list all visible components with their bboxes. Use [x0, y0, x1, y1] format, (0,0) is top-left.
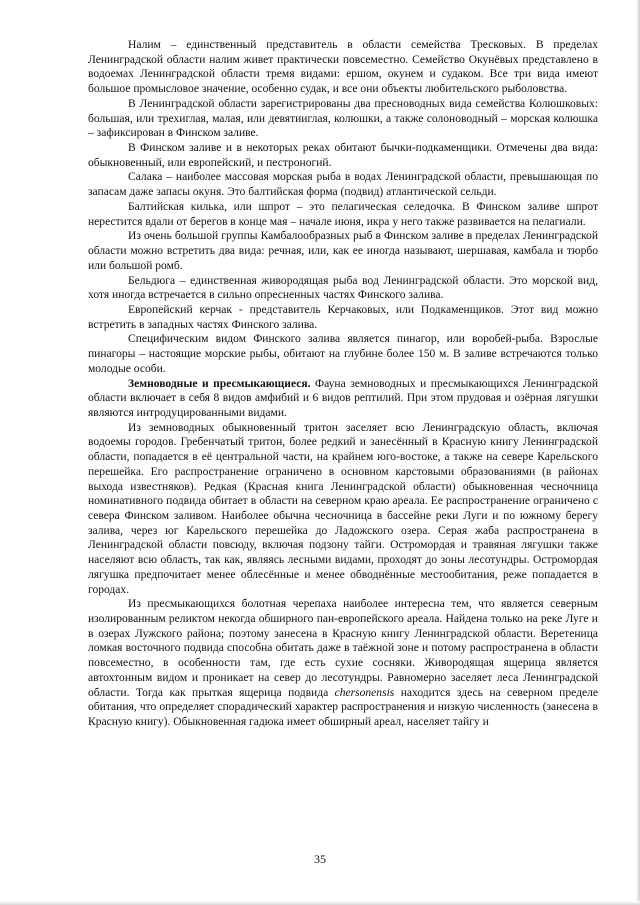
reptiles-text-after: находится здесь на северном пределе обитания, что определяет спорадический характер распространения и низкую численность (занесена в Красную книгу). Обыкновенная гадюка имеет обширный ареал, населяет тайгу и — [88, 686, 598, 729]
paragraph-reptiles — [88, 597, 598, 729]
paragraph-herring: Салака – наиболее массовая морская рыба в водах Ленинградской области, превышающая по запасам даже запасы окуня. Это балтийская форма (подвид) атлантической сельди. — [88, 171, 598, 199]
paragraph-sculpins: В Финском заливе и в некоторых реках обитают бычки-подкаменщики. Отмечены два вида: обыкновенный, или европейский, и пестроногий. — [88, 142, 598, 169]
body-text — [88, 38, 598, 730]
section-heading: Земноводные и пресмыкающиеся. — [128, 377, 311, 390]
subspecies-name: chersonensis — [334, 686, 395, 699]
paragraph-burbot-perch: Налим – единственный представитель в области семейства Тресковых. В пределах Ленинградской области налим живет практически повсеместно. Семейство Окунёвых представлено в водоемах Ленинградской области тремя видами: ершом, окунем и судаком. Все три вида имеют большое промысловое значение, особенно судак, и все они объекты любительского рыболовства. — [88, 39, 598, 96]
paragraph-lumpsucker: Специфическим видом Финского залива является пинагор, или воробей-рыба. Взрослые пинагоры – настоящие морские рыбы, обитают на глубине более 150 м. В заливе встречаются только молодые особи. — [88, 333, 598, 375]
paragraph-bullrout: Европейский керчак - представитель Керчаковых, или Подкаменщиков. Этот вид можно встретить в западных частях Финского залива. — [88, 303, 598, 331]
scan-edge-shadow — [636, 0, 640, 905]
section-intro-text: Фауна земноводных и пресмыкающихся Ленинградской области включает в себя 8 видов амфибий и 6 видов рептилий. При этом прудовая и озёрная лягушки являются интродуцированными видами. — [88, 377, 599, 419]
page-number: 35 — [314, 852, 326, 866]
paragraph-flatfish: Из очень большой группы Камбалообразных рыб в Финском заливе в пределах Ленинградской области можно встретить два вида: речная, или, как ее иногда называют, шершавая, камбала и тюрбо или большой ромб. — [88, 230, 598, 272]
paragraph-amphibians-detail: Из земноводных обыкновенный тритон заселяет всю Ленинградскую область, включая водоемы городов. Гребенчатый тритон, более редкий и занесённый в Красную книгу Ленинградской области, попадается в её центральной части, на крайнем юго-востоке, а также на севере Карельского перешейка. Его распространение ограничено в основном карстовыми образованиями (в районах выхода известняков). Редкая (Красная книга Ленинградской области) обыкновенная чесночница номинативного подвида обитает в области на северном краю ареала. Ее распространение ограничено с севера Финском заливом. Наиболее обычна чесночница в бассейне реки Луги и по южному берегу залива, через юг Карельского перешейка до Ладожского озера. Серая жаба распространена в Ленинградской области повсюду, включая подзону тайги. Остромордая и травяная лягушки также населяют всю область, так как, являясь лесными видами, проходят до зоны лесотундры. Остромордая лягушка предпочитает менее облесённые и менее обводнённые местообитания, реже попадается в городах. — [88, 421, 598, 596]
paragraph-eelpout: Бельдюга – единственная живородящая рыба вод Ленинградской области. Это морской вид, хотя иногда встречается в сильно опресненных частях Финского залива. — [88, 274, 598, 302]
paragraph-amphibians-intro — [88, 377, 598, 421]
paragraph-sprat: Балтийская килька, или шпрот – это пелагическая селедочка. В Финском заливе шпрот нерестится вдали от берегов в конце мая – начале июня, икра у него также развивается на пелагиали. — [88, 200, 598, 228]
paragraph-sticklebacks: В Ленинградской области зарегистрированы два пресноводных вида семейства Колюшковых: большая, или трехиглая, малая, или девятииглая, колюшки, а также солоноводный – морская колюшка – зафиксирован в Финском заливе. — [88, 97, 598, 140]
reptiles-text-before: Из пресмыкающихся болотная черепаха наиболее интересна тем, что является северным изолированным реликтом некогда обширного пан-европейского ареала. Найдена только на реке Луге и в озерах Лужского района; поэтому занесена в Красную книгу Ленинградской области. Веретеница ломкая восточного подвида способна обитать даже в таёжной зоне и потому распространена в области повсеместно, в особенности там, где есть сухие сосняки. Живородящая ящерица является автохтонным видом и проникает на север до лесотундры. Равномерно заселяет леса Ленинградской области. Тогда как прыткая ящерица подвида — [88, 598, 598, 699]
scan-bottom-shadow — [0, 901, 640, 905]
